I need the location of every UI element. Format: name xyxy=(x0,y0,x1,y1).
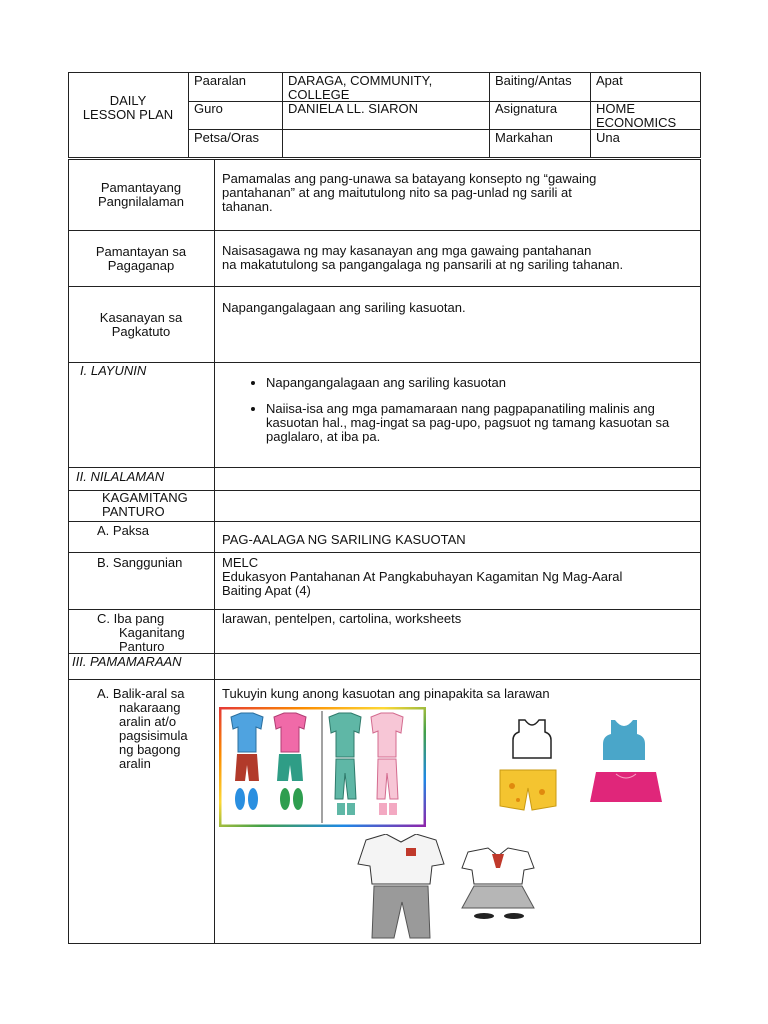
paksa-value: PAG-AALAGA NG SARILING KASUOTAN xyxy=(222,532,466,547)
pamantayang-text xyxy=(222,172,692,214)
title-line-1: DAILY xyxy=(109,93,147,108)
markahan-label: Markahan xyxy=(495,130,553,145)
kasanayan-text: Napangangalagaan ang sariling kasuotan. xyxy=(222,300,466,315)
iba-label xyxy=(97,612,185,654)
layunin-list xyxy=(248,376,711,456)
balik-instruction: Tukuyin kung anong kasuotan ang pinapakita sa larawan xyxy=(222,686,550,701)
iba-label-line-3: Panturo xyxy=(119,639,165,654)
balik-label xyxy=(97,687,188,771)
pamantayang-label-line-1: Pamantayang xyxy=(100,180,182,195)
layunin-item: • Naiisa-isa ang mga pamamaraan nang pagpapanatiling malinis ang kasuotan hal., mag-ingat sa pag-upo, pagsuot ng tamang kasuotan sa paglalaro, at iba pa. xyxy=(266,402,711,444)
pamantayang-label-line-2: Pangnilalaman xyxy=(97,194,184,209)
iba-label-line-2: Kaganitang xyxy=(119,625,185,640)
sanggunian-value xyxy=(222,556,622,598)
kasanayan-label-line-2: Pagkatuto xyxy=(111,324,171,339)
baiting-label: Baiting/Antas xyxy=(495,73,572,88)
guro-label: Guro xyxy=(194,101,223,116)
title-line-2: LESSON PLAN xyxy=(82,107,174,122)
balik-label-line-3: aralin at/o xyxy=(119,714,177,729)
lesson-plan-title xyxy=(68,94,188,122)
kagamitan-heading xyxy=(102,491,188,519)
layunin-heading: I. LAYUNIN xyxy=(80,363,147,378)
pagaganap-label-line-2: Pagaganap xyxy=(107,258,175,273)
asignatura-label: Asignatura xyxy=(495,101,558,116)
pagaganap-label-line-1: Pamantayan sa xyxy=(95,244,187,259)
nilalaman-heading: II. NILALAMAN xyxy=(76,469,165,484)
kagamitan-line-1: KAGAMITANG xyxy=(102,490,188,505)
asignatura-value-line-1: HOME xyxy=(596,101,635,116)
kagamitan-line-2: PANTURO xyxy=(102,504,165,519)
balik-label-line-6: aralin xyxy=(119,756,151,771)
pamantayang-text-line-3: tahanan. xyxy=(222,199,273,214)
sanggunian-label: B. Sanggunian xyxy=(97,555,183,570)
iba-label-line-1: C. Iba pang xyxy=(97,611,165,626)
sanggunian-line-3: Baiting Apat (4) xyxy=(222,583,311,598)
pagaganap-label xyxy=(68,245,214,273)
pink-skirt-icon xyxy=(586,768,666,808)
layunin-item: • Napangangalagaan ang sariling kasuotan xyxy=(266,376,711,390)
asignatura-value-line-2: ECONOMICS xyxy=(596,115,677,130)
balik-label-line-4: pagsisimula xyxy=(119,728,188,743)
guro-value: DANIELA LL. SIARON xyxy=(288,101,419,116)
pamantayang-text-line-2: pantahanan” at ang maitutulong nito sa pag-unlad ng sarili at xyxy=(222,185,572,200)
pagaganap-text-line-1: Naisasagawa ng may kasanayan ang mga gawaing pantahanan xyxy=(222,243,592,258)
girl-uniform-icon xyxy=(452,846,544,922)
paaralan-label: Paaralan xyxy=(194,73,247,88)
pamantayang-label xyxy=(68,181,214,209)
pamantayang-text-line-1: Pamamalas ang pang-unawa sa batayang konsepto ng “gawaing xyxy=(222,171,597,186)
sanggunian-line-1: MELC xyxy=(222,555,259,570)
yellow-shorts-icon xyxy=(496,766,560,814)
white-tank-top-icon xyxy=(509,716,555,762)
pagaganap-text xyxy=(222,244,697,272)
petsa-label: Petsa/Oras xyxy=(194,130,260,145)
paaralan-value xyxy=(288,74,432,102)
clothing-picture-frame xyxy=(219,707,426,827)
balik-label-line-5: ng bagong xyxy=(119,742,181,757)
balik-label-line-2: nakaraang xyxy=(119,700,181,715)
kasanayan-label-line-1: Kasanayan sa xyxy=(99,310,183,325)
paaralan-value-line-1: DARAGA, COMMUNITY, xyxy=(288,73,433,88)
paaralan-value-line-2: COLLEGE xyxy=(288,87,350,102)
markahan-value: Una xyxy=(596,130,620,145)
asignatura-value xyxy=(596,102,676,130)
blue-tank-top-icon xyxy=(597,716,651,764)
pagaganap-text-line-2: na makatutulong sa pangangalaga ng pansarili at ng sariling tahanan. xyxy=(222,257,624,272)
sanggunian-line-2: Edukasyon Pantahanan At Pangkabuhayan Kagamitan Ng Mag-Aaral xyxy=(222,569,623,584)
balik-label-line-1: A. Balik-aral sa xyxy=(97,686,185,701)
kasanayan-label xyxy=(68,311,214,339)
baiting-value: Apat xyxy=(596,73,623,88)
iba-value: larawan, pentelpen, cartolina, worksheets xyxy=(222,611,462,626)
boy-uniform-icon xyxy=(346,834,456,942)
pamamaraan-heading: III. PAMAMARAAN xyxy=(72,654,182,669)
paksa-label: A. Paksa xyxy=(97,523,150,538)
